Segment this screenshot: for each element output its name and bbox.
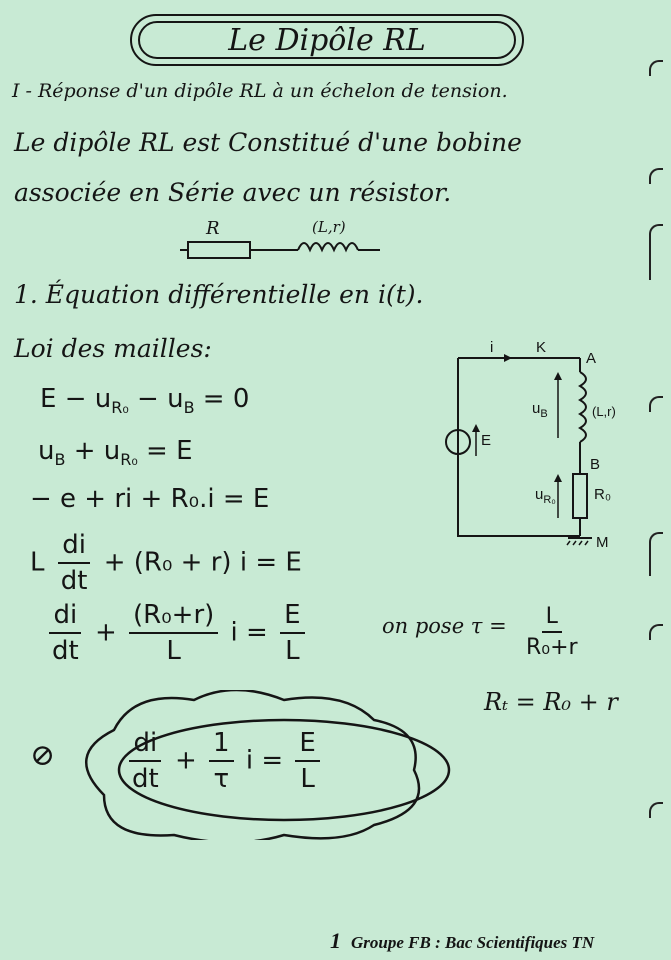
circuit-label-e: E: [481, 432, 492, 449]
footer-source: Groupe FB : Bac Scientifiques TN: [351, 933, 595, 952]
equation-3: − e + ri + R₀.i = E: [30, 484, 270, 514]
tau-definition: $\frac{L}{\text{R₀+r}}$: [526, 604, 578, 660]
margin-mark: [649, 532, 663, 576]
equation-2: $u_B + u_{R_0} = E$: [38, 436, 193, 470]
circuit-resistor: [573, 474, 587, 518]
series-r-label: R: [206, 218, 220, 239]
intro-line-2: associée en Série avec un résistor.: [14, 178, 452, 207]
circuit-coil: [580, 372, 586, 442]
rl-circuit-diagram: [430, 338, 630, 558]
final-equation: $\frac{di}{dt}$ + $\frac{1}{\tau}$ i = $\frac{E}{L}$: [124, 728, 324, 794]
on-pose-text: on pose τ =: [382, 614, 507, 638]
circuit-label-ub: $u_B$: [532, 400, 548, 420]
circuit-label-r0: R₀: [594, 486, 612, 503]
circuit-label-ur: $u_{R_0}$: [535, 486, 556, 506]
margin-mark: [649, 168, 663, 184]
page-title: Le Dipôle RL: [228, 23, 426, 58]
resistor-symbol: [188, 242, 250, 258]
final-marker-icon: ⊘: [30, 738, 56, 773]
margin-mark: [649, 224, 663, 280]
equation-5: $\frac{di}{dt}$ + $\frac{\text{(R₀+r)}}{L}$ i = $\frac{E}{L}$: [44, 600, 309, 666]
circuit-label-i: i: [490, 339, 494, 356]
intro-line-1: Le dipôle RL est Constitué d'une bobine: [14, 128, 522, 157]
margin-mark: [649, 802, 663, 818]
title-frame: [130, 14, 524, 66]
rt-equation: Rₜ = R₀ + r: [484, 688, 618, 716]
margin-mark: [649, 60, 663, 76]
circuit-label-m: M: [596, 534, 609, 551]
circuit-label-k: K: [536, 339, 547, 356]
footer: [330, 928, 594, 954]
loi-des-mailles: Loi des mailles:: [14, 334, 212, 363]
margin-mark: [649, 624, 663, 640]
section-heading: I - Réponse d'un dipôle RL à un échelon de tension.: [12, 80, 508, 102]
page-number: 1: [330, 928, 341, 953]
circuit-label-a: A: [586, 350, 597, 367]
coil-symbol: [298, 243, 358, 250]
circuit-label-coil: (L,r): [592, 404, 616, 419]
series-rl-sketch: [180, 214, 420, 264]
subsection-heading: 1. Équation différentielle en i(t).: [14, 280, 424, 309]
series-coil-label: (L,r): [312, 218, 346, 236]
equation-1: $E - u_{R_0} - u_B = 0$: [40, 384, 250, 418]
equation-4: L $\frac{di}{dt}$ + (R₀ + r) i = E: [30, 530, 302, 596]
circuit-label-b: B: [590, 456, 601, 473]
margin-mark: [649, 396, 663, 412]
